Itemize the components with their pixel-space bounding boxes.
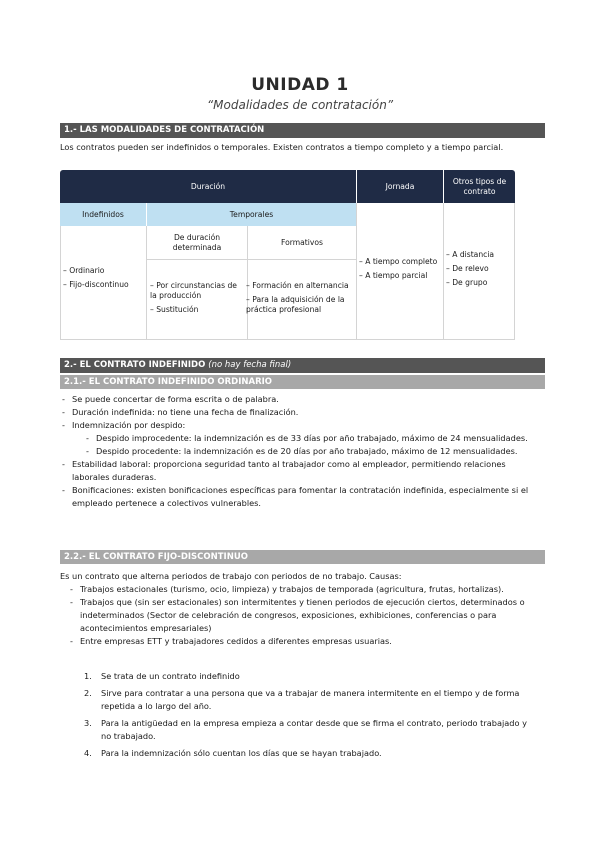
section-2-heading bbox=[60, 358, 545, 373]
page-subtitle: “Modalidades de contratación” bbox=[206, 98, 394, 112]
section-2-heading-text: 2.- EL CONTRATO INDEFINIDO bbox=[64, 360, 206, 370]
list-text: Sirve para contratar a una persona que va a trabajar de manera intermitente en el tiempo y de forma repetida a lo largo del año. bbox=[101, 688, 520, 711]
despido-list bbox=[72, 432, 532, 458]
section-2-2-numbered-list bbox=[84, 670, 530, 764]
section-2-2-intro: Es un contrato que alterna periodos de trabajo con periodos de no trabajo. Causas: bbox=[60, 571, 402, 581]
table-header-otros: Otros tipos de contrato bbox=[444, 170, 515, 203]
list-item: – A distancia bbox=[446, 250, 495, 259]
section-2-2-list bbox=[70, 583, 530, 648]
list-item: – A tiempo completo bbox=[359, 257, 438, 266]
list-item: – Ordinario bbox=[63, 266, 105, 275]
list-item: – A tiempo parcial bbox=[359, 271, 428, 280]
list-item: - Estabilidad laboral: proporciona seguridad tanto al trabajador como al empleador, permitiendo relaciones laborales duraderas. bbox=[62, 458, 532, 484]
table-header-jornada: Jornada bbox=[357, 170, 443, 203]
list-number: 2. bbox=[84, 688, 92, 698]
table-sub-temporales: Temporales bbox=[147, 203, 356, 226]
list-item: - Duración indefinida: no tiene una fecha de finalización. bbox=[62, 406, 532, 419]
list-item: – Para la adquisición de la práctica profesional bbox=[246, 295, 345, 314]
list-item bbox=[84, 717, 530, 743]
section-1-heading bbox=[60, 123, 545, 138]
despido-label: Indemnización por despido: bbox=[72, 420, 186, 430]
table-cell-otros bbox=[446, 250, 514, 292]
section-2-heading-note: (no hay fecha final) bbox=[208, 360, 292, 370]
list-item: – Fijo-discontinuo bbox=[63, 280, 129, 289]
section-2-2-heading: 2.2.- EL CONTRATO FIJO-DISCONTINUO bbox=[60, 550, 545, 564]
list-item bbox=[62, 419, 532, 458]
table-cell-formativos bbox=[246, 281, 354, 319]
page-title: UNIDAD 1 bbox=[251, 75, 349, 95]
list-item: - Se puede concertar de forma escrita o de palabra. bbox=[62, 393, 532, 406]
section-2-1-list bbox=[62, 393, 532, 510]
list-text: Para la antigüedad en la empresa empieza a contar desde que se firma el contrato, periodo trabajado y no trabajado. bbox=[101, 718, 527, 741]
list-item: - Bonificaciones: existen bonificaciones específicas para fomentar la contratación indefinida, especialmente si el empleado pertenece a colectivos vulnerables. bbox=[62, 484, 532, 510]
table-sub-indefinidos: Indefinidos bbox=[60, 203, 146, 226]
list-item: – Formación en alternancia bbox=[246, 281, 349, 290]
list-item: – Por circunstancias de la producción bbox=[150, 281, 237, 300]
section-1-heading-text: 1.- LAS MODALIDADES DE CONTRATACIÓN bbox=[64, 125, 265, 135]
table-cell-jornada bbox=[359, 257, 443, 285]
list-item: - Entre empresas ETT y trabajadores cedidos a diferentes empresas usuarias. bbox=[70, 635, 530, 648]
list-number: 3. bbox=[84, 718, 92, 728]
list-item: – De relevo bbox=[446, 264, 489, 273]
table-header-duracion: Duración bbox=[60, 170, 356, 203]
list-item: - Trabajos que (sin ser estacionales) son intermitentes y tienen periodos de ejecución ciertos, determinados o indeterminados (Sector de celebración de congresos, exposiciones, exhibiciones, conferencias o para acontecimientos empresariales) bbox=[70, 596, 530, 635]
list-item: – Sustitución bbox=[150, 305, 199, 314]
list-item bbox=[84, 670, 530, 683]
table-sub-duracion-determinada: De duración determinada bbox=[172, 233, 222, 252]
list-number: 4. bbox=[84, 748, 92, 758]
table-cell-indefinidos bbox=[63, 266, 145, 294]
list-item: - Despido improcedente: la indemnización es de 33 días por año trabajado, máximo de 24 mensualidades. bbox=[86, 432, 532, 445]
list-text: Se trata de un contrato indefinido bbox=[101, 671, 240, 681]
list-item: - Despido procedente: la indemnización es de 20 días por año trabajado, máximo de 12 mensualidades. bbox=[86, 445, 532, 458]
table-sub-formativos: Formativos bbox=[281, 238, 323, 247]
list-number: 1. bbox=[84, 671, 92, 681]
list-item: - Trabajos estacionales (turismo, ocio, limpieza) y trabajos de temporada (agricultura, frutas, hortalizas). bbox=[70, 583, 530, 596]
list-item bbox=[84, 687, 530, 713]
table-cell-determinada bbox=[150, 281, 245, 319]
section-2-1-heading: 2.1.- EL CONTRATO INDEFINIDO ORDINARIO bbox=[60, 375, 545, 389]
list-item bbox=[84, 747, 530, 760]
list-item: – De grupo bbox=[446, 278, 488, 287]
section-1-intro: Los contratos pueden ser indefinidos o temporales. Existen contratos a tiempo completo y a tiempo parcial. bbox=[60, 142, 504, 152]
list-text: Para la indemnización sólo cuentan los días que se hayan trabajado. bbox=[101, 748, 382, 758]
contract-types-table bbox=[60, 170, 515, 340]
